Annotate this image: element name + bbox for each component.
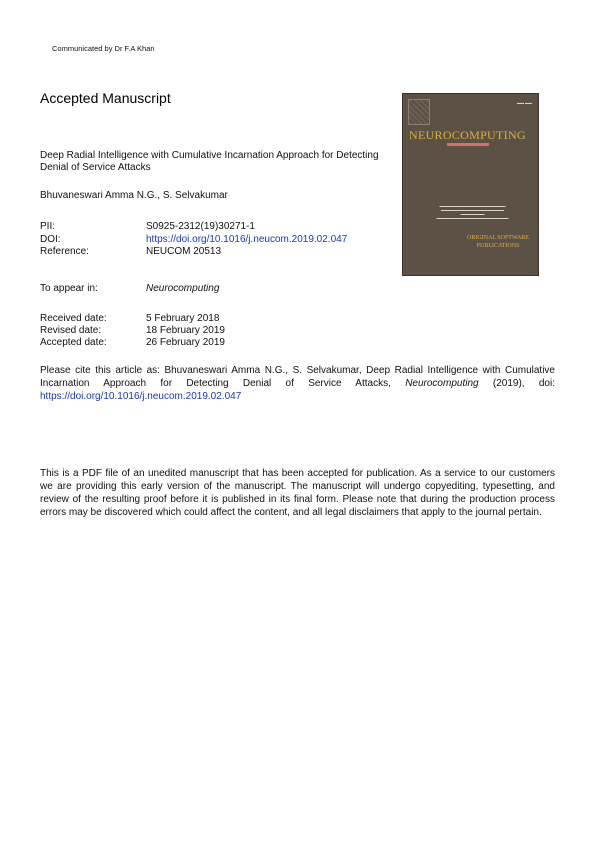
cover-footer-text: ORIGINAL SOFTWARE PUBLICATIONS [467, 235, 529, 249]
citation-paragraph [40, 364, 555, 403]
appear-label: To appear in: [40, 283, 98, 294]
doi-link[interactable]: https://doi.org/10.1016/j.neucom.2019.02.047 [146, 234, 348, 245]
cover-fine-print: ▬▬▬▬▬▬▬▬▬▬▬▬▬▬▬▬▬▬▬▬▬▬ ▬▬▬▬▬▬▬▬▬▬▬▬▬▬▬▬▬▬▬▬▬ ▬▬▬▬▬▬▬▬ ▬▬▬▬▬▬▬▬▬▬▬▬▬▬▬▬▬▬▬▬▬▬▬▬ [436, 204, 509, 220]
journal-cover-image [402, 93, 539, 276]
appear-row [40, 283, 219, 295]
citation-prefix: Please cite this article as: Bhuvaneswari Amma N.G., S. Selvakumar, Deep Radial Intelligence with Cumulative Incarnation Approach for Detecting Denial of Service Attacks, [40, 365, 555, 389]
reference-row [40, 246, 221, 258]
cover-journal-title: NEUROCOMPUTING [409, 128, 526, 142]
revised-row [40, 325, 225, 337]
article-title: Deep Radial Intelligence with Cumulative Incarnation Approach for Detecting Denial of Service Attacks [40, 150, 379, 173]
pii-label: PII: [40, 221, 56, 232]
article-authors: Bhuvaneswari Amma N.G., S. Selvakumar [40, 190, 228, 201]
doi-label: DOI: [40, 234, 61, 245]
revised-value: 18 February 2019 [146, 325, 225, 336]
citation-suffix: (2019), doi: [478, 378, 555, 389]
doi-row [40, 234, 347, 246]
accepted-label: Accepted date: [40, 337, 107, 348]
accepted-value: 26 February 2019 [146, 337, 225, 348]
revised-label: Revised date: [40, 325, 102, 336]
received-value: 5 February 2018 [146, 313, 220, 324]
reference-value: NEUCOM 20513 [146, 246, 222, 257]
reference-label: Reference: [40, 246, 89, 257]
communicated-by: Communicated by Dr F.A Khan [52, 44, 155, 53]
accepted-row [40, 337, 225, 349]
received-row [40, 313, 219, 325]
received-label: Received date: [40, 313, 107, 324]
publisher-logo-icon [408, 99, 430, 125]
cover-issn-text: ▬▬ ▬▬ [517, 101, 532, 105]
citation-journal: Neurocomputing [405, 378, 479, 389]
pii-value: S0925-2312(19)30271-1 [146, 221, 255, 232]
citation-doi-link[interactable]: https://doi.org/10.1016/j.neucom.2019.02.047 [40, 391, 242, 402]
pii-row [40, 221, 255, 233]
appear-value: Neurocomputing [146, 283, 220, 294]
manuscript-notice: This is a PDF file of an unedited manuscript that has been accepted for publication. As a service to our customers we are providing this early version of the manuscript. The manuscript will undergo copyediting, typesetting, and review of the resulting proof before it is published in its final form. Please note that during the production process errors may be discovered which could affect the content, and all legal disclaimers that apply to the journal pertain. [40, 468, 555, 518]
cover-subtitle-bar [447, 143, 489, 146]
page-heading: Accepted Manuscript [40, 90, 171, 106]
